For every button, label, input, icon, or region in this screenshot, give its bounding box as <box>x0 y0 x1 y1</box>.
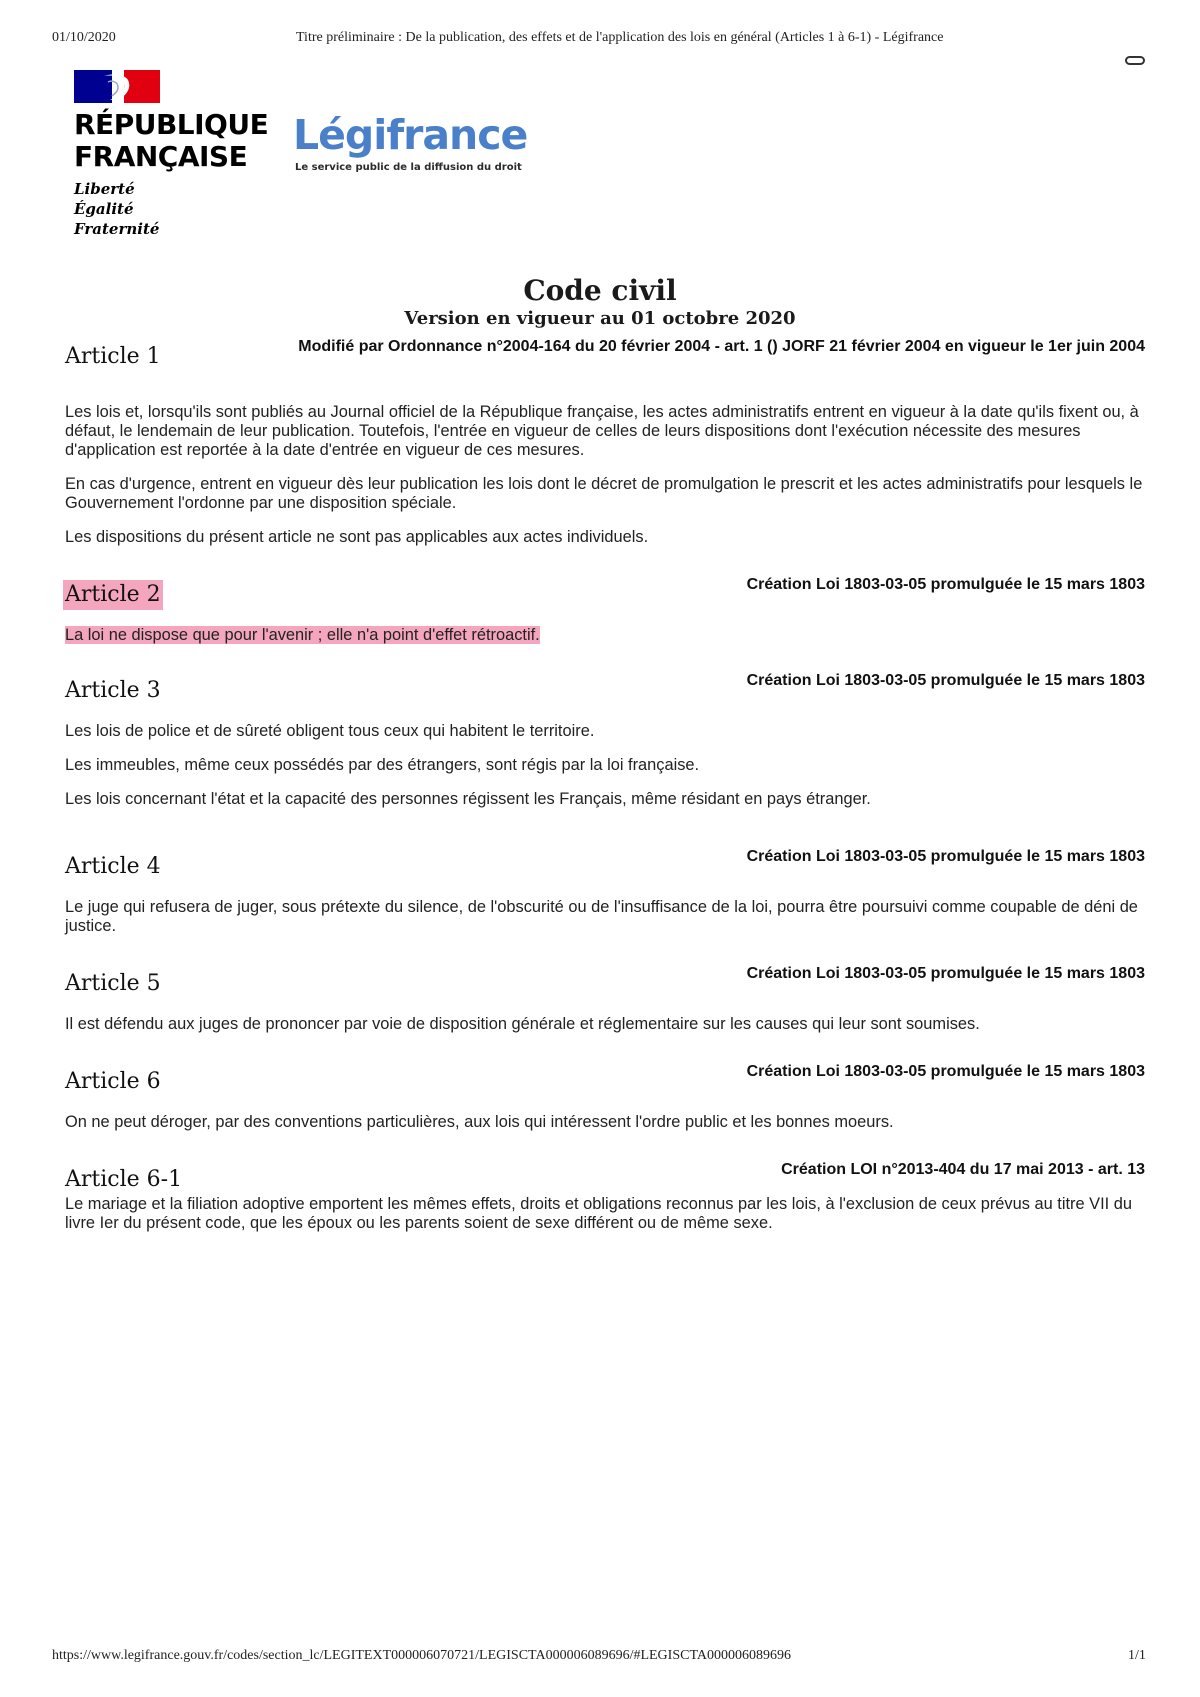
article-6-1 <box>65 1161 1145 1248</box>
article-meta[interactable]: Création Loi 1803-03-05 promulguée le 15 mars 1803 <box>746 576 1145 593</box>
republique-francaise-text: RÉPUBLIQUE FRANÇAISE <box>74 108 269 173</box>
article-meta[interactable]: Création Loi 1803-03-05 promulguée le 15 mars 1803 <box>746 965 1145 982</box>
legifrance-brand: Légifrance <box>293 111 528 159</box>
article-meta[interactable]: Création Loi 1803-03-05 promulguée le 15 mars 1803 <box>746 672 1145 689</box>
minimize-icon <box>1125 56 1145 65</box>
legifrance-tagline: Le service public de la diffusion du droit <box>295 162 522 173</box>
article-paragraph: Les lois de police et de sûreté obligent tous ceux qui habitent le territoire. <box>65 722 595 740</box>
article-paragraph <box>65 626 1145 645</box>
article-paragraph: Le juge qui refusera de juger, sous prétexte du silence, de l'obscurité ou de l'insuffisance de la loi, pourra être poursuivi comme coupable de déni de justice. <box>65 898 1138 935</box>
print-date: 01/10/2020 <box>52 30 116 45</box>
article-meta[interactable]: Modifié par Ordonnance n°2004-164 du 20 février 2004 - art. 1 () JORF 21 février 2004 en vigueur le 1er juin 2004 <box>298 338 1145 355</box>
print-page-title: Titre préliminaire : De la publication, des effets et de l'application des lois en général (Articles 1 à 6-1) - Légifrance <box>296 30 944 45</box>
article-meta[interactable]: Création Loi 1803-03-05 promulguée le 15 mars 1803 <box>746 848 1145 865</box>
marianne-flag-icon <box>74 70 160 103</box>
article-title[interactable]: Article 6-1 <box>65 1167 183 1192</box>
article-1 <box>65 338 1145 562</box>
article-title[interactable]: Article 6 <box>65 1069 161 1094</box>
article-title[interactable]: Article 1 <box>65 344 161 369</box>
article-paragraph: En cas d'urgence, entrent en vigueur dès leur publication les lois dont le décret de promulgation le prescrit et les actes administratifs pour lesquels le Gouvernement l'ordonne par une disposition spéciale. <box>65 475 1143 512</box>
article-paragraph: Il est défendu aux juges de prononcer par voie de disposition générale et réglementaire sur les causes qui leur sont soumises. <box>65 1015 980 1033</box>
article-paragraph: Les lois et, lorsqu'ils sont publiés au Journal officiel de la République française, les actes administratifs entrent en vigueur à la date qu'ils fixent ou, à défaut, le lendemain de leur publication. Toutefois, l'entrée en vigueur de celles de leurs dispositions dont l'exécution nécessite des mesures d'application est reportée à la date d'entrée en vigueur de ces mesures. <box>65 403 1139 459</box>
republique-motto: Liberté Égalité Fraternité <box>74 180 160 238</box>
article-5 <box>65 965 1145 1049</box>
article-6 <box>65 1063 1145 1147</box>
republique-francaise-logo <box>74 70 268 239</box>
highlighted-text: La loi ne dispose que pour l'avenir ; elle n'a point d'effet rétroactif. <box>65 626 540 644</box>
article-3 <box>65 672 1145 824</box>
print-url: https://www.legifrance.gouv.fr/codes/section_lc/LEGITEXT000006070721/LEGISCTA000006089696/#LEGISCTA000006089696 <box>52 1648 791 1663</box>
article-paragraph: Les lois concernant l'état et la capacité des personnes régissent les Français, même résidant en pays étranger. <box>65 790 871 808</box>
page-number: 1/1 <box>1128 1648 1146 1663</box>
article-2 <box>65 576 1145 660</box>
article-title[interactable]: Article 5 <box>65 971 161 996</box>
document-title: Code civil <box>523 274 677 307</box>
article-title[interactable]: Article 3 <box>65 678 161 703</box>
document-version: Version en vigueur au 01 octobre 2020 <box>404 308 796 329</box>
article-title[interactable]: Article 2 <box>63 580 163 610</box>
article-meta[interactable]: Création Loi 1803-03-05 promulguée le 15 mars 1803 <box>746 1063 1145 1080</box>
legifrance-logo <box>293 112 527 173</box>
article-meta[interactable]: Création LOI n°2013-404 du 17 mai 2013 - art. 13 <box>781 1161 1145 1178</box>
article-paragraph: On ne peut déroger, par des conventions particulières, aux lois qui intéressent l'ordre public et les bonnes moeurs. <box>65 1113 894 1131</box>
article-paragraph: Le mariage et la filiation adoptive emportent les mêmes effets, droits et obligations reconnus par les lois, à l'exclusion de ceux prévus au titre VII du livre Ier du présent code, que les époux ou les parents soient de sexe différent ou de même sexe. <box>65 1195 1132 1232</box>
article-title[interactable]: Article 4 <box>65 854 161 879</box>
article-paragraph: Les dispositions du présent article ne sont pas applicables aux actes individuels. <box>65 528 649 546</box>
article-paragraph: Les immeubles, même ceux possédés par des étrangers, sont régis par la loi française. <box>65 756 700 774</box>
article-4 <box>65 848 1145 951</box>
